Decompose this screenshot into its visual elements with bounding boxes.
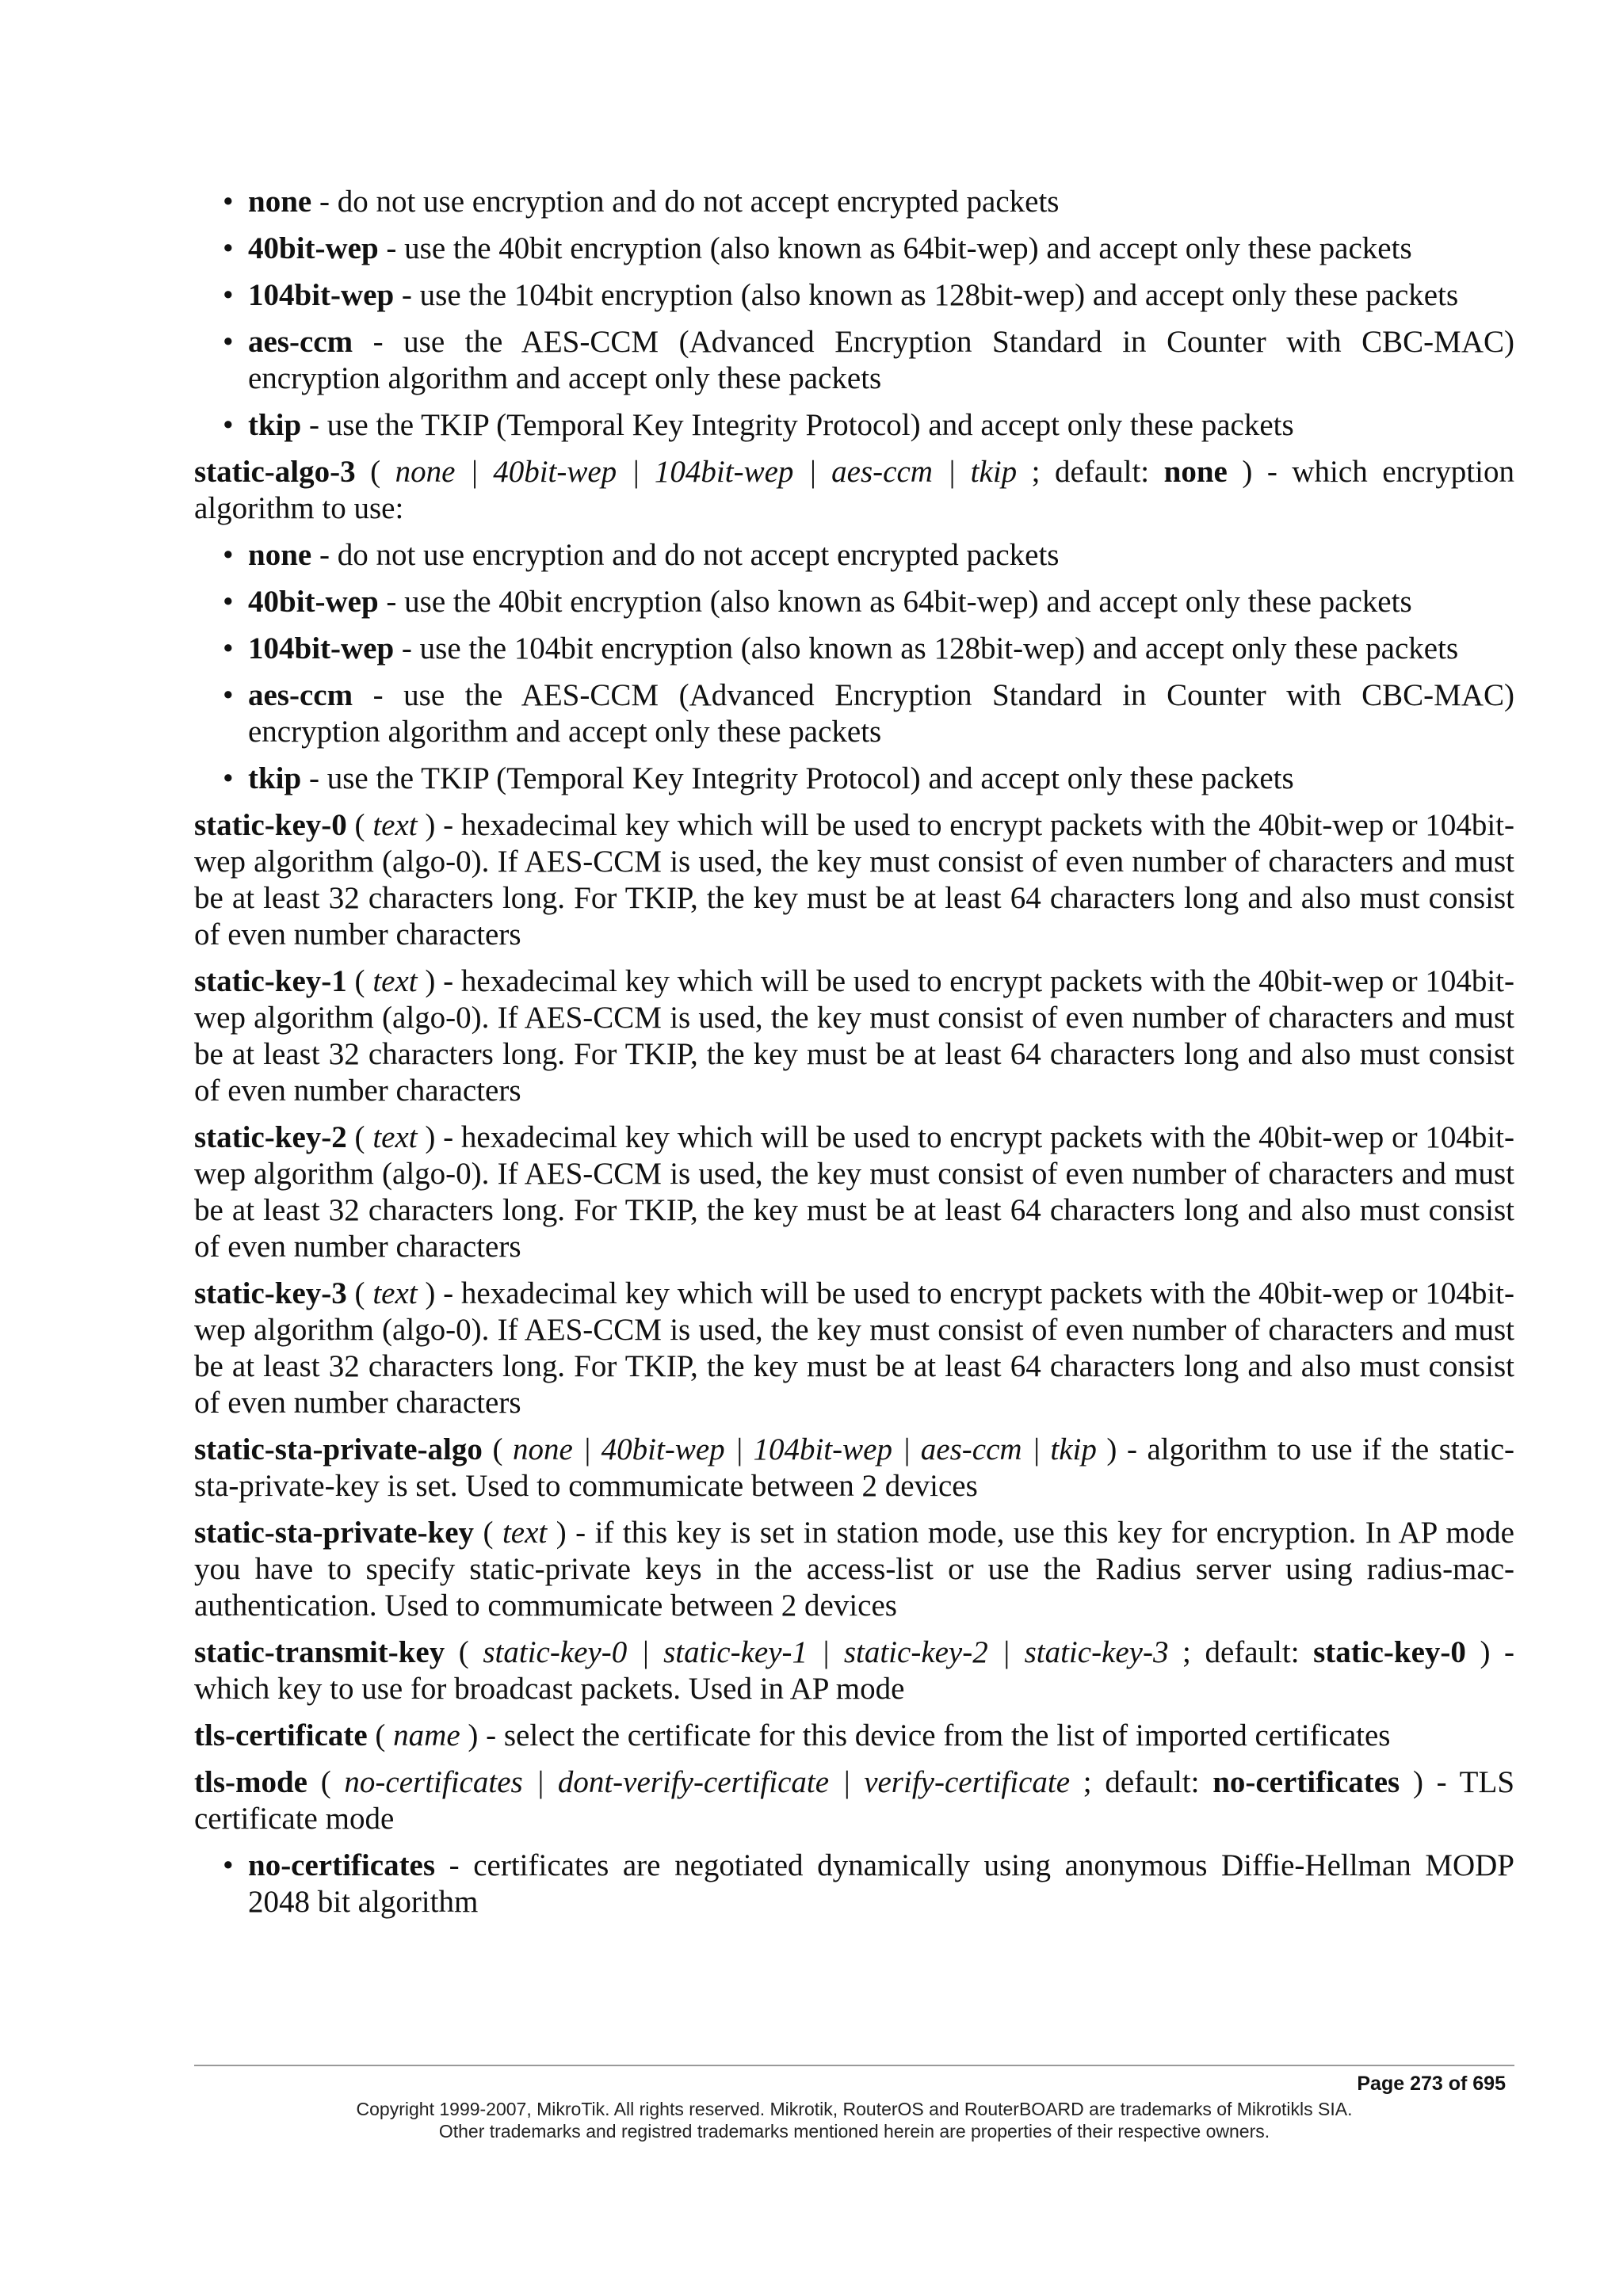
param-type: text	[372, 1276, 418, 1310]
param-default: none	[1163, 455, 1228, 489]
param-name: static-key-3	[194, 1276, 347, 1310]
param-paren: (	[346, 1276, 373, 1310]
option-description: - use the 104bit encryption (also known as 128bit-wep) and accept only these packets	[394, 631, 1459, 666]
encryption-options-list	[194, 184, 1514, 444]
param-tls-mode	[194, 1764, 1514, 1837]
param-description: ) - which key to use for broadcast packets. Used in AP mode	[194, 1635, 1514, 1706]
param-values: static-key-0 | static-key-1 | static-key-2 | static-key-3	[483, 1635, 1169, 1669]
param-paren: (	[307, 1765, 345, 1799]
param-static-sta-private-algo	[194, 1432, 1514, 1505]
param-type: text	[372, 964, 418, 998]
param-paren: (	[445, 1635, 483, 1669]
param-paren: (	[346, 964, 373, 998]
param-paren: (	[482, 1432, 514, 1466]
list-item	[194, 277, 1514, 314]
footer-divider	[194, 2065, 1514, 2066]
option-term: 40bit-wep	[248, 231, 379, 265]
param-name: static-transmit-key	[194, 1635, 445, 1669]
param-paren: (	[367, 1718, 394, 1753]
param-description: ) - hexadecimal key which will be used to encrypt packets with the 40bit-wep or 104bit-wep algorithm (algo-0). If AES-CCM is used, the key must consist of even number of characters and must be at least 32 characters long. For TKIP, the key must be at least 64 characters long and also must consist of even number characters	[194, 1276, 1514, 1420]
param-description: ) - hexadecimal key which will be used to encrypt packets with the 40bit-wep or 104bit-wep algorithm (algo-0). If AES-CCM is used, the key must consist of even number of characters and must be at least 32 characters long. For TKIP, the key must be at least 64 characters long and also must consist of even number characters	[194, 1120, 1514, 1264]
param-values: none | 40bit-wep | 104bit-wep | aes-ccm | tkip	[395, 455, 1018, 489]
option-description: - use the TKIP (Temporal Key Integrity Protocol) and accept only these packets	[301, 761, 1294, 795]
param-paren: (	[346, 1120, 373, 1154]
list-item	[194, 407, 1514, 444]
document-body	[194, 184, 1514, 1931]
option-term: aes-ccm	[248, 325, 353, 359]
param-paren: (	[474, 1516, 502, 1550]
param-name: static-algo-3	[194, 455, 356, 489]
param-description: ) - hexadecimal key which will be used to encrypt packets with the 40bit-wep or 104bit-wep algorithm (algo-0). If AES-CCM is used, the key must consist of even number of characters and must be at least 32 characters long. For TKIP, the key must be at least 64 characters long and also must consist of even number characters	[194, 964, 1514, 1108]
param-static-key-1	[194, 963, 1514, 1109]
option-term: aes-ccm	[248, 678, 353, 712]
trademark-line: Other trademarks and registred trademarks mentioned herein are properties of their respective owners.	[438, 2121, 1270, 2142]
option-description: - use the 40bit encryption (also known as 64bit-wep) and accept only these packets	[378, 585, 1412, 619]
option-term: none	[248, 538, 312, 572]
list-item	[194, 231, 1514, 267]
param-description: ) - TLS certificate mode	[194, 1765, 1515, 1836]
option-term: no-certificates	[248, 1848, 436, 1882]
param-default: static-key-0	[1313, 1635, 1466, 1669]
option-description: - use the AES-CCM (Advanced Encryption Standard in Counter with CBC-MAC) encryption algorithm and accept only these packets	[248, 325, 1514, 395]
param-description: ) - if this key is set in station mode, use this key for encryption. In AP mode you have to specify static-private keys in the access-list or use the Radius server using radius-mac-authentication. Used to commumicate between 2 devices	[194, 1516, 1514, 1623]
encryption-options-list	[194, 537, 1514, 797]
param-default: no-certificates	[1212, 1765, 1400, 1799]
param-static-algo-3	[194, 454, 1514, 527]
option-description: - use the 40bit encryption (also known as 64bit-wep) and accept only these packets	[378, 231, 1412, 265]
page-number: Page 273 of 695	[1357, 2073, 1506, 2095]
param-static-key-2	[194, 1119, 1514, 1265]
param-values: no-certificates | dont-verify-certificate | verify-certificate	[344, 1765, 1071, 1799]
list-item	[194, 1848, 1514, 1920]
list-item	[194, 761, 1514, 797]
list-item	[194, 184, 1514, 220]
option-term: 104bit-wep	[248, 278, 395, 312]
option-description: - use the AES-CCM (Advanced Encryption Standard in Counter with CBC-MAC) encryption algorithm and accept only these packets	[248, 678, 1514, 749]
param-name: tls-mode	[194, 1765, 307, 1799]
param-tls-certificate	[194, 1718, 1514, 1754]
param-description: ) - algorithm to use if the static-sta-private-key is set. Used to commumicate between 2 devices	[194, 1432, 1514, 1503]
param-static-transmit-key	[194, 1634, 1514, 1707]
option-description: - use the 104bit encryption (also known as 128bit-wep) and accept only these packets	[394, 278, 1459, 312]
copyright-notice	[194, 2098, 1514, 2142]
option-description: - do not use encryption and do not accept encrypted packets	[311, 185, 1060, 219]
param-description: ) - hexadecimal key which will be used to encrypt packets with the 40bit-wep or 104bit-wep algorithm (algo-0). If AES-CCM is used, the key must consist of even number of characters and must be at least 32 characters long. For TKIP, the key must be at least 64 characters long and also must consist of even number characters	[194, 808, 1514, 952]
param-type: text	[502, 1516, 548, 1550]
param-default-label: ; default:	[1070, 1765, 1213, 1799]
tls-mode-options-list	[194, 1848, 1514, 1920]
list-item	[194, 584, 1514, 620]
param-name: static-key-1	[194, 964, 347, 998]
param-name: static-sta-private-algo	[194, 1432, 483, 1466]
option-term: none	[248, 185, 312, 219]
param-type: text	[372, 808, 418, 842]
param-name: static-key-0	[194, 808, 347, 842]
option-term: tkip	[248, 408, 302, 442]
list-item	[194, 631, 1514, 667]
param-name: static-sta-private-key	[194, 1516, 475, 1550]
copyright-line: Copyright 1999-2007, MikroTik. All rights reserved. Mikrotik, RouterOS and RouterBOARD are trademarks of Mikrotikls SIA.	[356, 2099, 1353, 2119]
param-name: tls-certificate	[194, 1718, 368, 1753]
option-description: - do not use encryption and do not accept encrypted packets	[311, 538, 1060, 572]
param-default-label: ; default:	[1168, 1635, 1314, 1669]
param-description: ) - which encryption algorithm to use:	[194, 455, 1514, 525]
param-description: ) - select the certificate for this device from the list of imported certificates	[460, 1718, 1391, 1753]
param-paren: (	[355, 455, 395, 489]
param-static-key-0	[194, 807, 1514, 953]
param-name: static-key-2	[194, 1120, 347, 1154]
list-item	[194, 677, 1514, 750]
option-description: - use the TKIP (Temporal Key Integrity Protocol) and accept only these packets	[301, 408, 1294, 442]
option-term: 104bit-wep	[248, 631, 395, 666]
param-values: none | 40bit-wep | 104bit-wep | aes-ccm | tkip	[513, 1432, 1097, 1466]
list-item	[194, 537, 1514, 574]
param-type: text	[372, 1120, 418, 1154]
param-paren: (	[346, 808, 373, 842]
param-static-key-3	[194, 1276, 1514, 1421]
option-term: 40bit-wep	[248, 585, 379, 619]
param-type: name	[393, 1718, 460, 1753]
list-item	[194, 324, 1514, 397]
option-description: - certificates are negotiated dynamically using anonymous Diffie-Hellman MODP 2048 bit algorithm	[248, 1848, 1514, 1919]
option-term: tkip	[248, 761, 302, 795]
param-static-sta-private-key	[194, 1515, 1514, 1624]
param-default-label: ; default:	[1017, 455, 1164, 489]
